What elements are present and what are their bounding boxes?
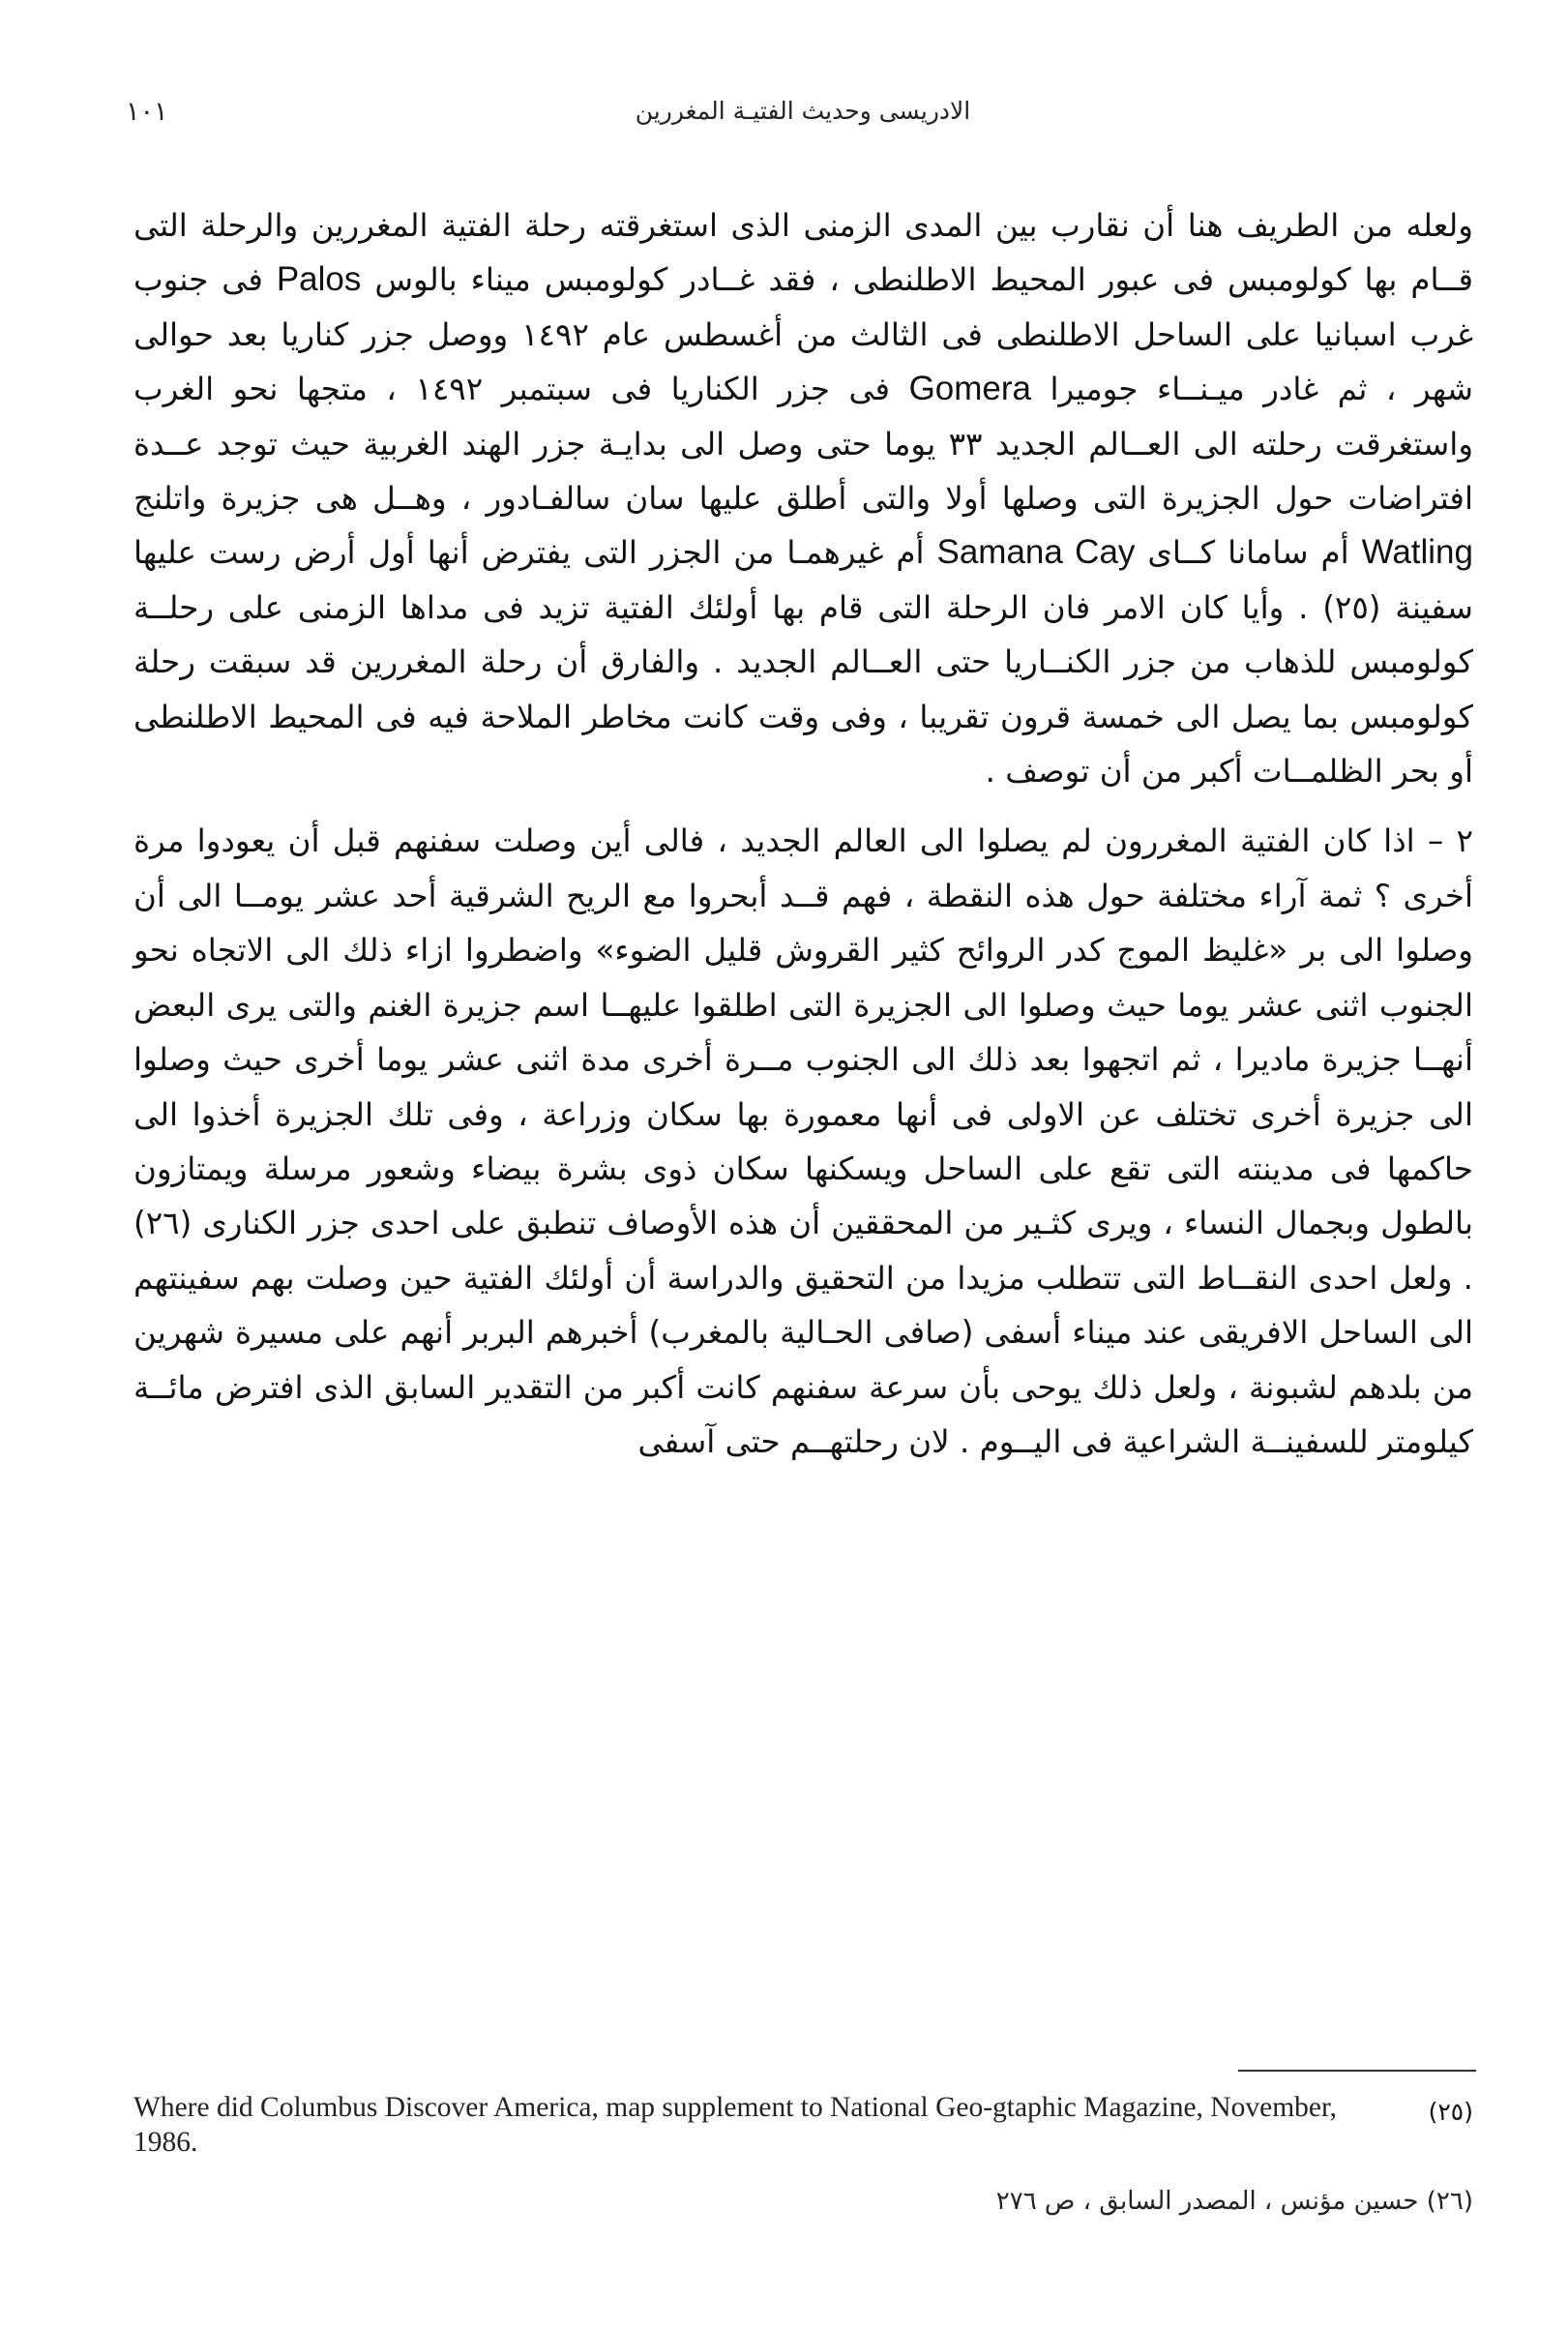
latin-term-gomera: Gomera [908, 370, 1031, 408]
latin-term-palos: Palos [276, 260, 362, 299]
paragraph-1-part-3: فى جزر الكناريا فى سبتمبر ١٤٩٢ ، متجها نحو الغرب واستغرقت رحلته الى العــالم الجديد ٣٣ يوما حتى وصل الى بدايـة جزر الهند الغربية حيث توجد عــدة افتراضات حول الجزيرة التى وصلها أولا والتى أطلق عليها سان سالفـادور ، وهــل هى جزيرة واتلنج [133, 371, 1474, 518]
latin-term-samana-cay: Samana Cay [936, 533, 1136, 572]
paragraph-1-part-1: ولعله من الطريف هنا أن نقارب بين المدى الزمنى الذى استغرقته رحلة الفتية المغررين والرحلة التى قــام بها كولومبس فى عبور المحيط الاطلنطى ، فقد غــادر كولومبس ميناء بالوس [133, 207, 1473, 299]
running-title: الادريسى وحديث الفتيـة المغررين [635, 97, 971, 125]
footnote-25 [133, 2090, 1473, 2171]
footnote-separator [1238, 2070, 1476, 2072]
paragraph-1-part-2: فى جنوب غرب اسبانيا على الساحل الاطلنطى فى الثالث من أغسطس عام ١٤٩٢ ووصل جزر كناريا بعد حوالى شهر ، ثم غادر ميـنــاء جوميرا [133, 261, 1473, 408]
body-text [133, 198, 1473, 1469]
paragraph-1 [133, 198, 1473, 798]
paragraph-1-part-5: أم غيرهمـا من الجزر التى يفترض أنها أول أرض رست عليها سفينة (٢٥) . وأيا كان الامر فان الرحلة التى قام بها أولئك الفتية تزيد فى مداها الزمنى على رحلــة كولومبس للذهاب من جزر الكنــاريا حتى العــالم الجديد . والفارق أن رحلة المغررين قد سبقت رحلة كولومبس بما يصل الى خمسة قرون تقريبا ، وفى وقت كانت مخاطر الملاحة فيه فى المحيط الاطلنطى أو بحر الظلمــات أكبر من أن توصف . [133, 534, 1473, 791]
footnote-25-text: Where did Columbus Discover America, map supplement to National Geo-gtaphic Magazine, November, 1986. [133, 2092, 1338, 2158]
footnote-26: (٢٦) حسين مؤنس ، المصدر السابق ، ص ٢٧٦ [995, 2187, 1473, 2216]
page-header [126, 97, 1480, 143]
footnote-25-marker: (٢٥) [1428, 2098, 1473, 2126]
page-number: ١٠١ [126, 97, 168, 127]
paragraph-1-part-4: أم سامانا كــاى [1147, 534, 1349, 572]
paragraph-2: ٢ – اذا كان الفتية المغررون لم يصلوا الى العالم الجديد ، فالى أين وصلت سفنهم قبل أن يعودوا مرة أخرى ؟ ثمة آراء مختلفة حول هذه النقطة ، فهم قــد أبحروا مع الريح الشرقية أحد عشر يومــا الى أن وصلوا الى بر «غليظ الموج كدر الروائح كثير القروش قليل الضوء» واضطروا ازاء ذلك الى الاتجاه نحو الجنوب اثنى عشر يوما حيث وصلوا الى الجزيرة التى اطلقوا عليهــا اسم جزيرة الغنم والتى يرى البعض أنهــا جزيرة ماديرا ، ثم اتجهوا بعد ذلك الى الجنوب مــرة أخرى مدة اثنى عشر يوما أخرى حيث وصلوا الى جزيرة أخرى تختلف عن الاولى فى أنها معمورة بها سكان وزراعة ، وفى تلك الجزيرة أخذوا الى حاكمها فى مدينته التى تقع على الساحل ويسكنها سكان ذوى بشرة بيضاء وشعور مرسلة ويمتازون بالطول وبجمال النساء ، ويرى كثـير من المحققين أن هذه الأوصاف تنطبق على احدى جزر الكنارى (٢٦) . ولعل احدى النقــاط التى تتطلب مزيدا من التحقيق والدراسة أن أولئك الفتية حين وصلت بهم سفينتهم الى الساحل الافريقى عند ميناء أسفى (صافى الحـالية بالمغرب) أخبرهم البربر أنهم على مسيرة شهرين من بلدهم لشبونة ، ولعل ذلك يوحى بأن سرعة سفنهم كانت أكبر من التقدير السابق الذى افترض مائــة كيلومتر للسفينــة الشراعية فى اليــوم . لان رحلتهــم حتى آسفى [133, 822, 1473, 1460]
latin-term-watling: Watling [1361, 533, 1473, 572]
